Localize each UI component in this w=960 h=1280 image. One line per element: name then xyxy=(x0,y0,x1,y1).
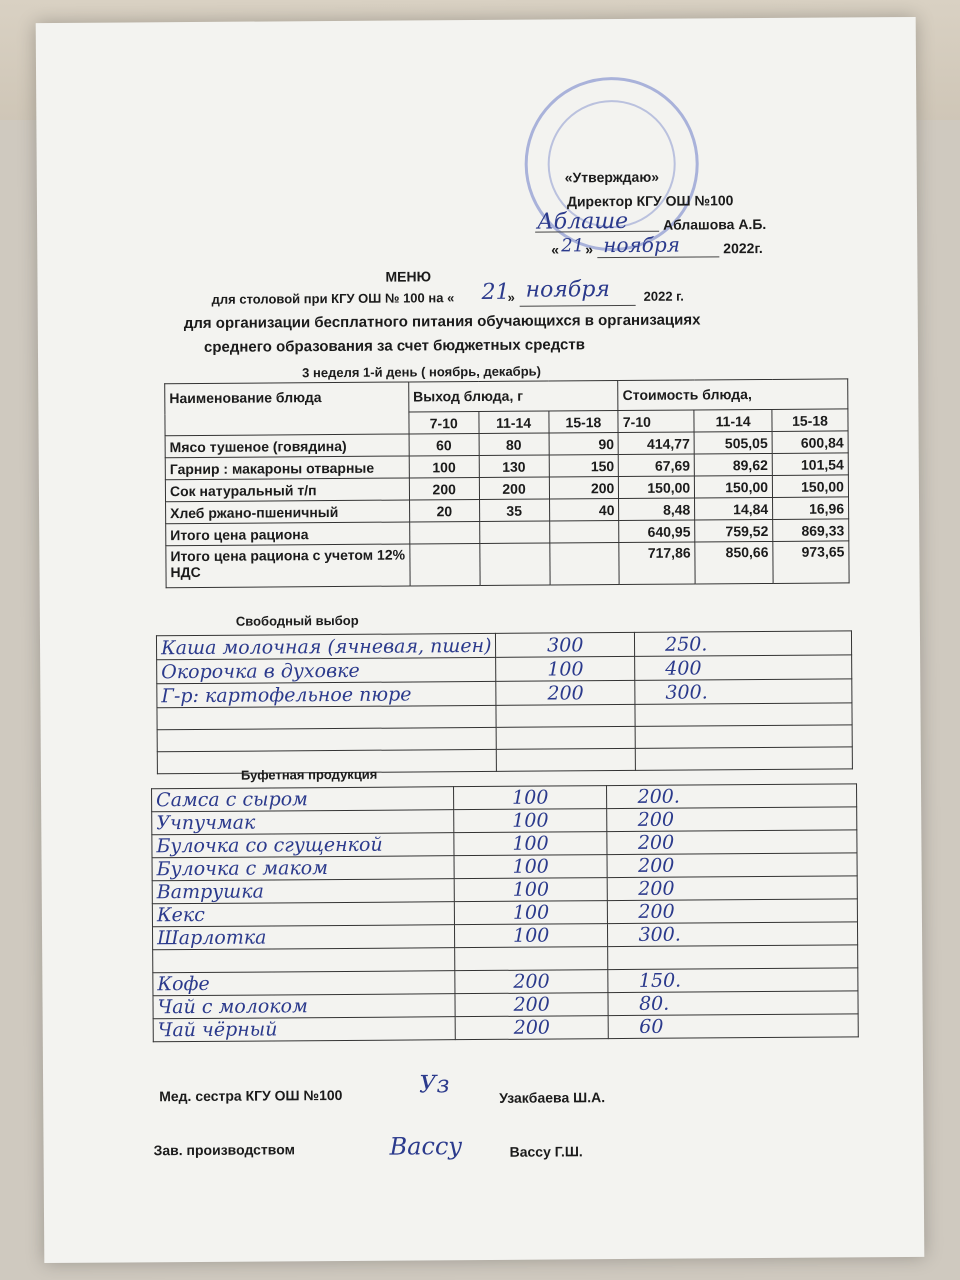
header-month-hand: ноября xyxy=(525,277,611,303)
header-purpose-line2: среднего образования за счет бюджетных средств xyxy=(203,336,585,356)
director-signature: Аблаше xyxy=(536,208,629,235)
output-value: 35 xyxy=(479,499,549,521)
item-price: 300. xyxy=(608,922,858,947)
menu-document: «Утверждаю» Директор КГУ ОШ №100 Аблаше Аблашова А.Б. « 21 » ноября 2022г. МЕНЮ для столовой при КГУ ОШ № 100 на « 21 » ноября 2022 г. для организации бесплатного питания обучающихся в организациях среднего образования за счет бюджетных средств 3 неделя 1-й день ( ноябрь, декабрь) Наименование блюда Выход блюда, г Стоимость блюда, 7-10 11-14 15-18 7-10 11-14 15-18 Мясо тушеное (говядина) 60 80 90 414,77 505,05 600,84 Гарнир : макароны отварные 100 130 150 67,69 89,62 101,54 Сок натуральный т/п 200 200 200 150,00 150,00 150,00 Хлеб ржано-пшеничный 20 35 40 8,48 14,84 16,96 Итого цена рациона 640,95 759,52 869,33 Итого цена рациона с учетом 12% НДС 717,86 850,66 973,65 Свободный выбор Каша молочная (ячневая, пшен) 300 250. Окорочка в духовке 100 400 Г-р: картофельное пюре 200 300. Буфетная продукция Самса с сыром 100 200. Учпучмак 100 200 Булочка со сгущенкой 100 200 Булочка с маком 100 200 Ватрушка 100 200 Кекс 100 200 Шарлотка 100 300. Кофе 200 150. Чай с молоком 200 80. Чай чёрный 200 60 Мед. сестра КГУ ОШ №100 Уз Узакбаева Ш.А. Зав. производством Вассу Вассу Г.Ш. xyxy=(36,17,925,1263)
approval-month-hand: ноября xyxy=(603,232,681,258)
item-price: 300. xyxy=(635,679,852,705)
item-qty: 100 xyxy=(496,656,635,681)
header-day-hand: 21 xyxy=(481,279,510,305)
item-price: 200 xyxy=(607,853,857,878)
output-value: 200 xyxy=(409,478,479,500)
free-choice-title: Свободный выбор xyxy=(235,612,359,629)
item-qty: 100 xyxy=(454,901,608,925)
sub-header: 7-10 xyxy=(409,412,479,434)
item-name: Шарлотка xyxy=(152,925,454,950)
approval-date-year: 2022г. xyxy=(723,240,763,257)
item-name: Чай с молоком xyxy=(153,994,455,1019)
item-qty: 200 xyxy=(455,1016,609,1040)
output-value: 100 xyxy=(409,456,479,478)
approval-position: Директор КГУ ОШ №100 xyxy=(566,192,734,210)
output-value: 200 xyxy=(479,477,549,499)
free-choice-table xyxy=(156,630,853,774)
cost-value: 67,69 xyxy=(619,454,695,477)
cost-value: 150,00 xyxy=(619,476,695,499)
total-vat-value: 973,65 xyxy=(773,541,849,584)
cost-value: 150,00 xyxy=(695,475,773,498)
sub-header: 7-10 xyxy=(618,410,694,433)
item-price: 80. xyxy=(608,991,858,1016)
item-name: Учпучмак xyxy=(152,810,454,835)
dish-name: Мясо тушеное (говядина) xyxy=(165,434,409,458)
header-purpose-line1: для организации бесплатного питания обучающихся в организациях xyxy=(183,311,701,333)
item-qty: 100 xyxy=(453,809,607,833)
item-qty: 100 xyxy=(454,878,608,902)
item-name: Окорочка в духовке xyxy=(157,657,497,683)
total-vat-label: Итого цена рациона с учетом 12% НДС xyxy=(166,544,410,588)
production-name: Вассу Г.Ш. xyxy=(509,1143,583,1160)
total-value: 759,52 xyxy=(695,519,773,542)
dish-name: Гарнир : макароны отварные xyxy=(165,456,409,480)
item-qty: 100 xyxy=(454,855,608,879)
output-value: 20 xyxy=(409,500,479,522)
nurse-label: Мед. сестра КГУ ОШ №100 xyxy=(159,1086,343,1105)
item-qty: 100 xyxy=(453,786,607,810)
total-value: 869,33 xyxy=(773,519,849,542)
col-header-cost: Стоимость блюда, xyxy=(618,379,848,411)
item-name: Булочка с маком xyxy=(152,856,454,881)
item-name: Булочка со сгущенкой xyxy=(152,833,454,858)
item-qty: 100 xyxy=(454,924,608,948)
cost-value: 14,84 xyxy=(695,497,773,520)
item-price: 200 xyxy=(608,876,858,901)
approval-name: Аблашова А.Б. xyxy=(663,215,767,233)
item-qty: 200 xyxy=(455,993,609,1017)
item-price: 60 xyxy=(609,1014,859,1039)
col-header-dish-name: Наименование блюда xyxy=(165,382,409,436)
item-price: 200 xyxy=(607,830,857,855)
cost-value: 414,77 xyxy=(618,432,694,455)
item-price: 400 xyxy=(635,655,852,681)
sub-header: 15-18 xyxy=(772,409,848,432)
cost-value: 16,96 xyxy=(773,497,849,520)
buffet-title: Буфетная продукция xyxy=(240,766,378,783)
week-label: 3 неделя 1-й день ( ноябрь, декабрь) xyxy=(302,363,541,381)
item-price: 200. xyxy=(607,784,857,809)
total-vat-value: 717,86 xyxy=(619,542,695,585)
cost-value: 89,62 xyxy=(694,453,772,476)
sub-header: 11-14 xyxy=(479,411,549,433)
nurse-name: Узакбаева Ш.А. xyxy=(499,1089,606,1106)
cost-value: 101,54 xyxy=(772,453,848,476)
item-qty xyxy=(454,947,608,971)
cost-value: 8,48 xyxy=(619,498,695,521)
total-vat-value: 850,66 xyxy=(695,541,773,584)
total-label: Итого цена рациона xyxy=(166,522,410,546)
approval-day-hand: 21 xyxy=(561,235,585,257)
item-name: Каша молочная (ячневая, пшен) xyxy=(156,633,496,659)
col-header-output: Выход блюда, г xyxy=(409,381,619,412)
item-name: Чай чёрный xyxy=(153,1017,455,1042)
item-qty: 300 xyxy=(496,632,635,657)
menu-table xyxy=(164,378,849,588)
cost-value: 600,84 xyxy=(772,431,848,454)
output-value: 150 xyxy=(549,455,619,477)
production-label: Зав. производством xyxy=(153,1141,295,1159)
sub-header: 11-14 xyxy=(694,409,772,432)
item-price: 250. xyxy=(634,631,851,657)
item-name: Кекс xyxy=(152,902,454,927)
item-price: 150. xyxy=(608,968,858,993)
output-value: 90 xyxy=(549,433,619,455)
buffet-table xyxy=(151,783,859,1042)
item-name: Г-р: картофельное пюре xyxy=(157,681,497,707)
item-name: Кофе xyxy=(153,971,455,996)
item-price xyxy=(608,945,858,970)
output-value: 130 xyxy=(479,455,549,477)
output-value: 40 xyxy=(549,499,619,521)
item-name: Самса с сыром xyxy=(152,787,454,812)
total-value: 640,95 xyxy=(619,520,695,543)
item-name: Ватрушка xyxy=(152,879,454,904)
output-value: 200 xyxy=(549,477,619,499)
item-price: 200 xyxy=(608,899,858,924)
production-signature: Вассу xyxy=(389,1132,463,1161)
cost-value: 150,00 xyxy=(772,475,848,498)
item-qty: 200 xyxy=(455,970,609,994)
output-value: 60 xyxy=(409,434,479,456)
approval-title: «Утверждаю» xyxy=(564,168,660,186)
dish-name: Хлеб ржано-пшеничный xyxy=(166,500,410,524)
total-vat-row xyxy=(166,541,849,588)
header-year: 2022 г. xyxy=(643,288,684,304)
item-qty: 200 xyxy=(496,680,635,705)
sub-header: 15-18 xyxy=(548,411,618,433)
menu-title: МЕНЮ xyxy=(385,268,432,285)
output-value: 80 xyxy=(479,433,549,455)
item-price: 200 xyxy=(607,807,857,832)
item-name xyxy=(153,948,455,973)
table-row xyxy=(153,1014,858,1042)
header-line1-prefix: для столовой при КГУ ОШ № 100 на « xyxy=(211,290,455,307)
dish-name: Сок натуральный т/п xyxy=(165,478,409,502)
item-qty: 100 xyxy=(454,832,608,856)
nurse-signature: Уз xyxy=(419,1070,450,1099)
cost-value: 505,05 xyxy=(694,431,772,454)
